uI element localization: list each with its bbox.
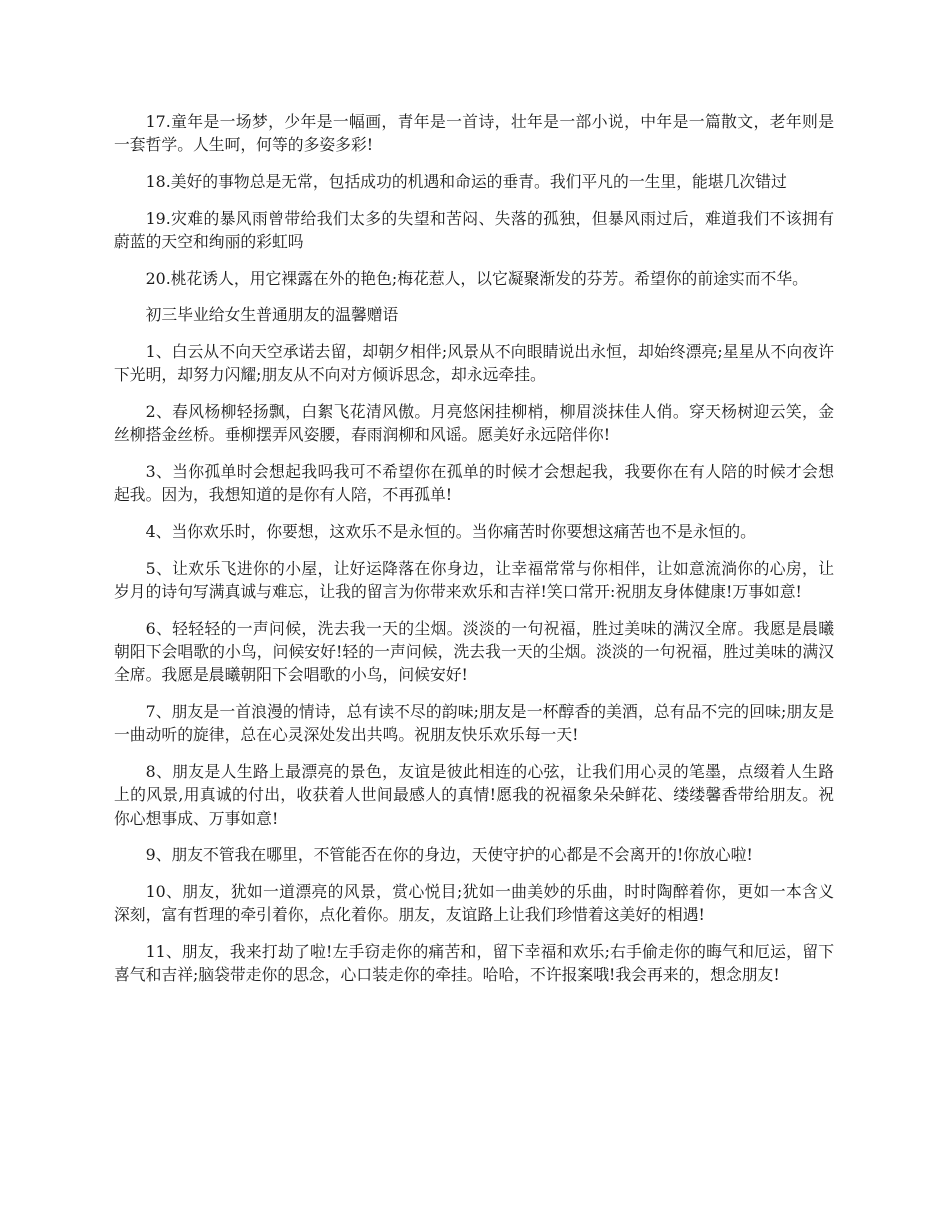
section-heading: 初三毕业给女生普通朋友的温馨赠语	[145, 305, 399, 325]
list-item: 2、春风杨柳轻扬飘，白絮飞花清风傲。月亮悠闲挂柳梢，柳眉淡抹佳人俏。穿天杨树迎云笑，金丝柳搭金丝桥。垂柳摆弄风姿腰，春雨润柳和风谣。愿美好永远陪伴你!	[114, 402, 834, 445]
list-item: 17.童年是一场梦，少年是一幅画，青年是一首诗，壮年是一部小说，中年是一篇散文，老年则是一套哲学。人生呵，何等的多姿多彩!	[114, 112, 834, 155]
list-item: 20.桃花诱人，用它裸露在外的艳色;梅花惹人，以它凝聚渐发的芬芳。希望你的前途实而不华。	[145, 268, 808, 288]
list-item: 4、当你欢乐时，你要想，这欢乐不是永恒的。当你痛苦时你要想这痛苦也不是永恒的。	[145, 521, 756, 541]
document-body	[114, 110, 834, 1000]
list-item: 10、朋友，犹如一道漂亮的风景，赏心悦目;犹如一曲美妙的乐曲，时时陶醉着你，更如一本含义深刻，富有哲理的牵引着你，点化着你。朋友，友谊路上让我们珍惜着这美好的相遇!	[114, 881, 834, 925]
list-item: 18.美好的事物总是无常，包括成功的机遇和命运的垂青。我们平凡的一生里，能堪几次错过	[145, 171, 787, 191]
list-item: 3、当你孤单时会想起我吗我可不希望你在孤单的时候才会想起我，我要你在有人陪的时候才会想起我。因为，我想知道的是你有人陪，不再孤单!	[114, 462, 834, 505]
list-item: 1、白云从不向天空承诺去留，却朝夕相伴;风景从不向眼睛说出永恒，却始终漂亮;星星从不向夜许下光明，却努力闪耀;朋友从不向对方倾诉思念，却永远牵挂。	[114, 342, 834, 385]
list-item: 6、轻轻轻的一声问候，洗去我一天的尘烟。淡淡的一句祝福，胜过美味的满汉全席。我愿是晨曦朝阳下会唱歌的小鸟，问候安好!轻的一声问候，洗去我一天的尘烟。淡淡的一句祝福，胜过美味的满汉全席。我愿是晨曦朝阳下会唱歌的小鸟，问候安好!	[114, 618, 834, 685]
list-item: 11、朋友，我来打劫了啦!左手窃走你的痛苦和，留下幸福和欢乐;右手偷走你的晦气和厄运，留下喜气和吉祥;脑袋带走你的思念，心口装走你的牵挂。哈哈，不许报案哦!我会再来的，想念朋友!	[114, 941, 834, 985]
list-item: 19.灾难的暴风雨曾带给我们太多的失望和苦闷、失落的孤独，但暴风雨过后，难道我们不该拥有蔚蓝的天空和绚丽的彩虹吗	[114, 208, 834, 251]
list-item: 8、朋友是人生路上最漂亮的景色，友谊是彼此相连的心弦，让我们用心灵的笔墨，点缀着人生路上的风景,用真诚的付出，收获着人世间最感人的真情!愿我的祝福象朵朵鲜花、缕缕馨香带给朋友。祝你心想事成、万事如意!	[114, 761, 834, 828]
list-item: 7、朋友是一首浪漫的情诗，总有读不尽的韵味;朋友是一杯醇香的美酒，总有品不完的回味;朋友是一曲动听的旋律，总在心灵深处发出共鸣。祝朋友快乐欢乐每一天!	[114, 701, 834, 745]
list-item: 5、让欢乐飞进你的小屋，让好运降落在你身边，让幸福常常与你相伴，让如意流淌你的心房，让岁月的诗句写满真诚与难忘，让我的留言为你带来欢乐和吉祥!笑口常开:祝朋友身体健康!万事如意!	[114, 558, 834, 601]
list-item: 9、朋友不管我在哪里，不管能否在你的身边，天使守护的心都是不会离开的!你放心啦!	[145, 845, 753, 865]
